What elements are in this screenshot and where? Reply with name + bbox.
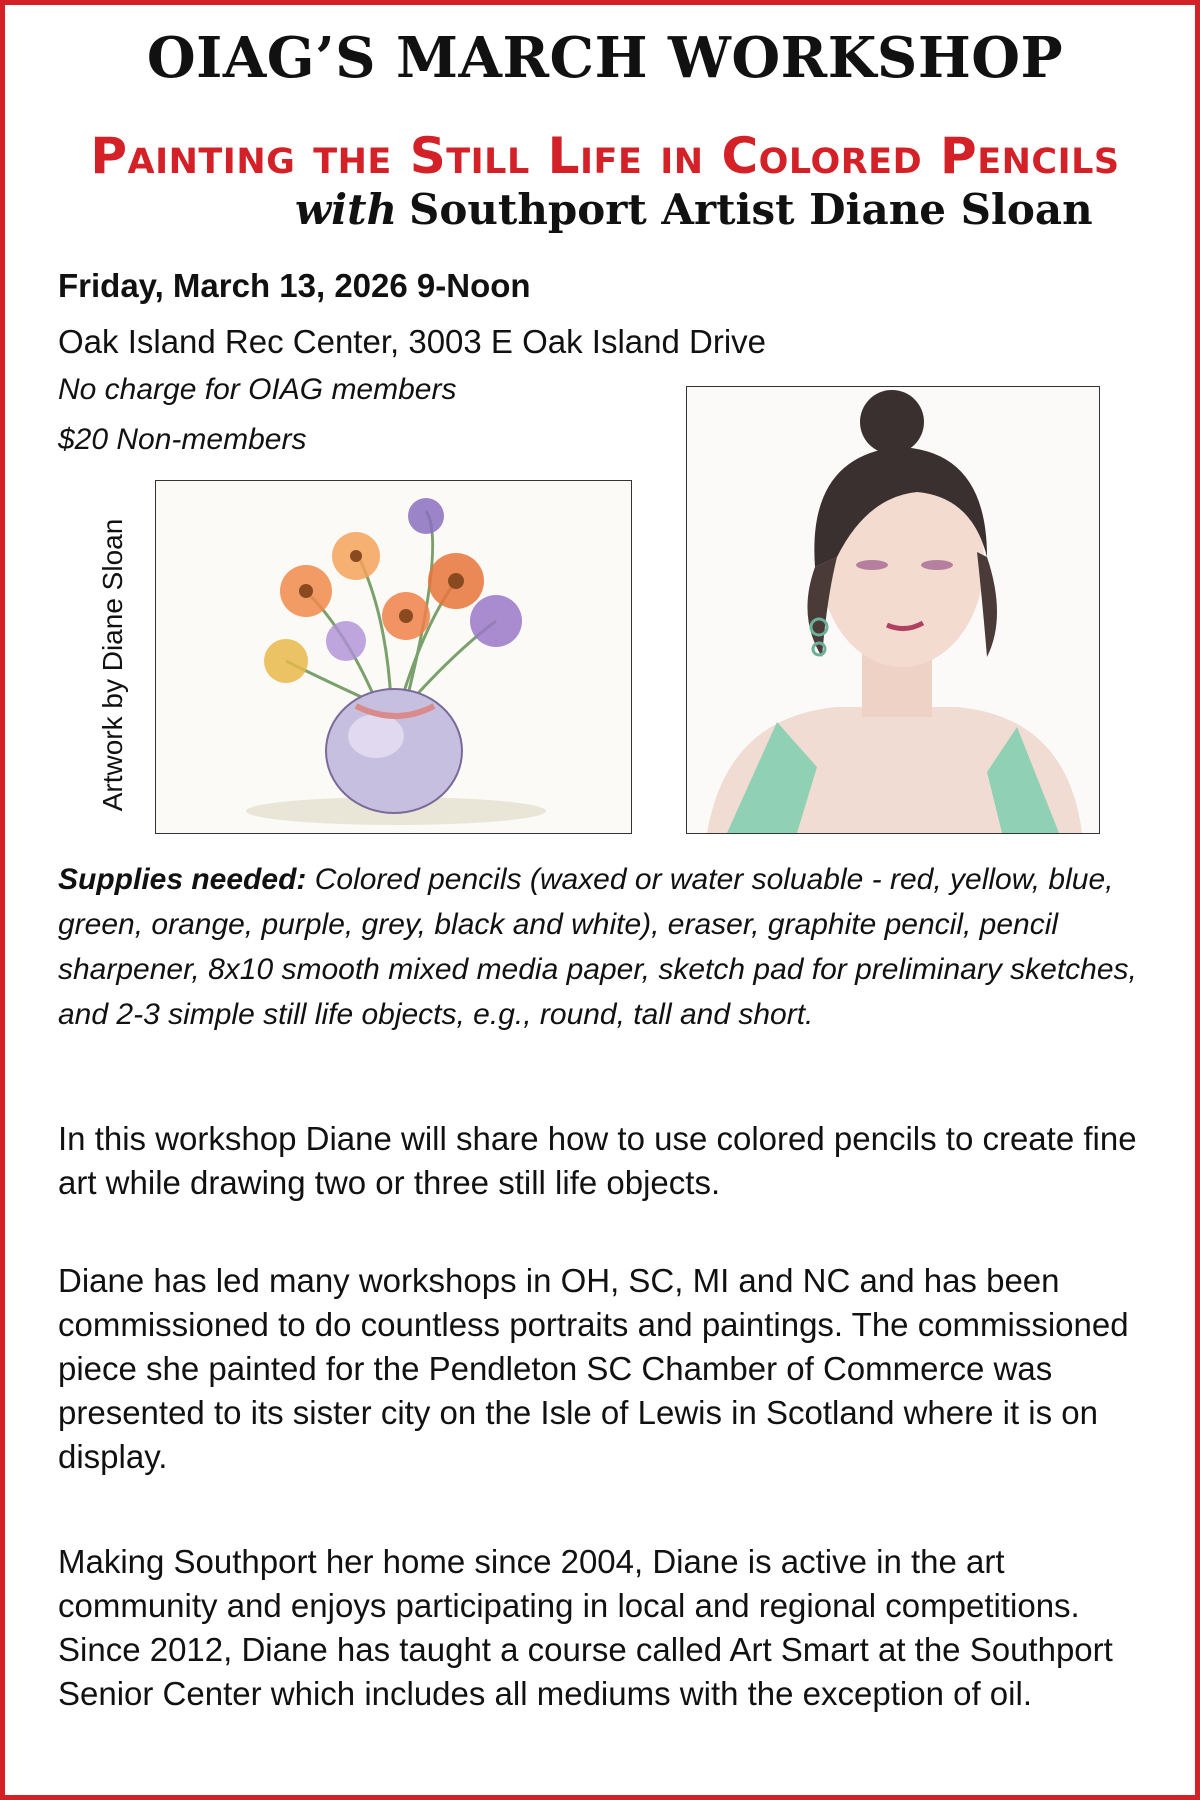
supplies-text: Colored pencils (waxed or water soluable - red, yellow, blue, green, orange, purple, grey, black and white), eraser, graphite pencil, pencil sharpener, 8x10 smooth mixed media paper, sketch pad for preliminary sketches, and 2-3 simple still life objects, e.g., round, tall and short.	[58, 863, 1137, 1031]
workshop-subtitle: Painting the Still Life in Colored Pencils	[90, 127, 1120, 185]
artist-line	[295, 185, 1175, 234]
artwork-credit: Artwork by Diane Sloan	[97, 518, 128, 812]
supplies-list	[58, 857, 1158, 1037]
member-fee: No charge for OIAG members	[58, 373, 457, 406]
artist-name: Southport Artist Diane Sloan	[409, 185, 1093, 234]
with-word: with	[295, 185, 398, 234]
still-life-artwork	[155, 480, 632, 834]
flyer-title: OIAG’S MARCH WORKSHOP	[146, 25, 1064, 91]
portrait-artwork	[686, 386, 1100, 834]
workshop-location: Oak Island Rec Center, 3003 E Oak Island Drive	[58, 323, 767, 360]
workshop-description: In this workshop Diane will share how to use colored pencils to create fine art while drawing two or three still life objects.	[58, 1120, 1137, 1201]
artist-bio-community: Making Southport her home since 2004, Diane is active in the art community and enjoys participating in local and regional competitions. Since 2012, Diane has taught a course called Art Smart at the Southport Senior Center which includes all mediums with the exception of oil.	[58, 1543, 1113, 1712]
workshop-date: Friday, March 13, 2026 9-Noon	[58, 267, 531, 304]
nonmember-fee: $20 Non-members	[58, 423, 307, 456]
supplies-label: Supplies needed:	[58, 863, 307, 896]
artist-bio-experience: Diane has led many workshops in OH, SC, MI and NC and has been commissioned to do countless portraits and paintings. The commissioned piece she painted for the Pendleton SC Chamber of Commerce was presented to its sister city on the Isle of Lewis in Scotland where it is on display.	[58, 1262, 1129, 1475]
flower-vase-image	[156, 481, 631, 833]
woman-portrait-image	[687, 387, 1099, 833]
